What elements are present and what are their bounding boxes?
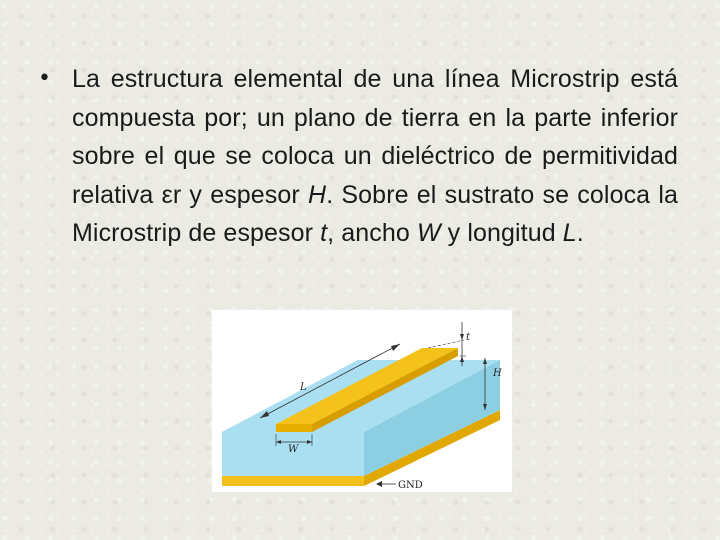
t-arrow-top [460,334,464,340]
label-L: L [300,382,307,393]
label-t: t [466,332,471,343]
label-gnd: GND [398,480,423,491]
text-part-2: y espesor [181,180,309,209]
bullet-marker: • [38,66,51,91]
text-part-4: , ancho [327,219,417,247]
text-part-6: . [576,219,584,247]
text-part-1: La estructura elemental de una línea Microstrip está compuesta por; un plano de tierra en la parte inferior sobre el que se coloca un dieléctrico de permitividad relativa [72,65,678,209]
text-part-3: . Sobre el sustrato se coloca la Microstrip de espesor [72,180,679,247]
strip-front [276,424,312,432]
L-arrow-end [391,344,400,351]
bullet-point [38,60,678,253]
gnd-arrow-head [376,481,382,487]
microstrip-svg [212,310,512,492]
var-W: W [416,219,441,247]
t-arrow-bottom [460,356,464,362]
var-t: t [320,219,328,247]
ground-plane-front [222,476,364,486]
microstrip-diagram [212,310,512,492]
label-W: W [288,444,299,455]
label-H: H [493,368,502,379]
var-H: H [308,180,327,209]
var-L: L [562,219,577,247]
epsilon-symbol: εr [161,180,182,209]
text-part-5: y longitud [440,219,563,247]
bullet-text [72,60,678,253]
t-ext-top [428,340,464,348]
